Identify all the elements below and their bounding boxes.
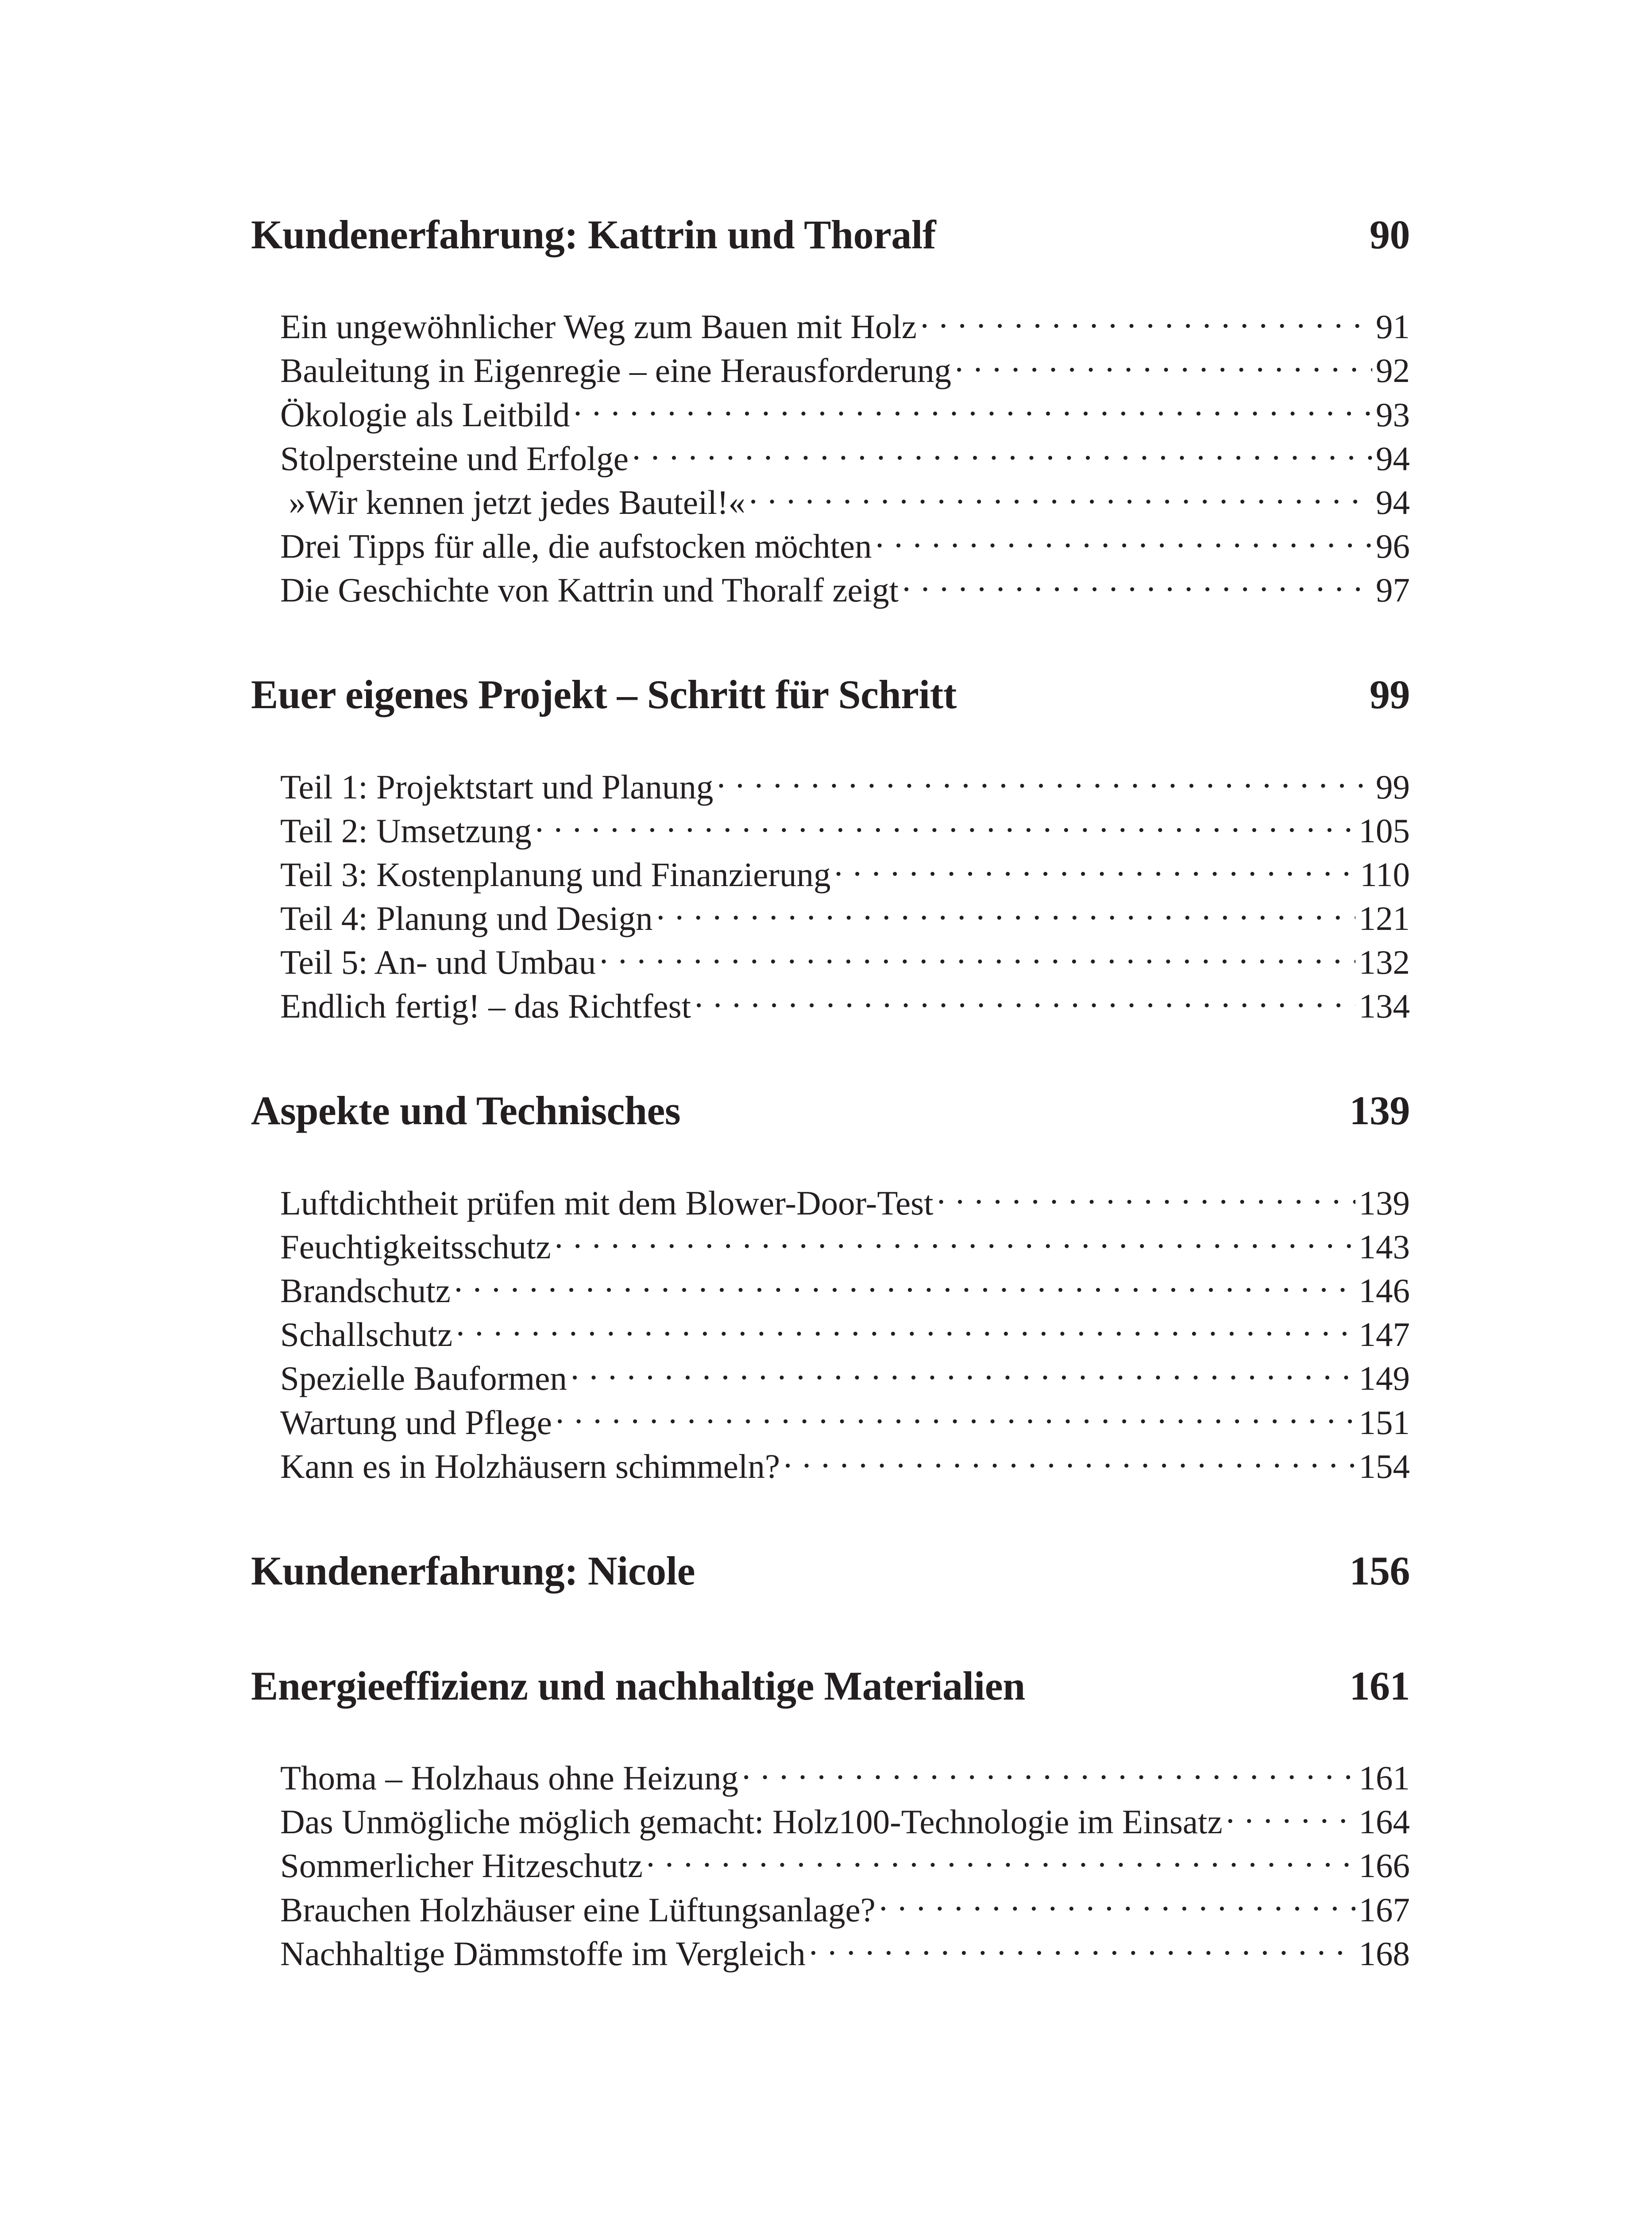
section-page-number: 156 xyxy=(1349,1548,1410,1593)
section-title: Aspekte und Technisches xyxy=(251,1088,681,1133)
entry-title: Teil 5: An- und Umbau xyxy=(280,943,596,982)
entry-title: Feuchtigkeitsschutz xyxy=(280,1227,551,1266)
section-page-number: 90 xyxy=(1370,212,1410,257)
entry-title: Ein ungewöhnlicher Weg zum Bauen mit Holz xyxy=(280,308,917,346)
dot-leader xyxy=(902,558,1372,601)
toc-section xyxy=(251,1544,1410,1659)
entry-page-number: 99 xyxy=(1376,767,1410,806)
entry-title: Wartung und Pflege xyxy=(280,1403,552,1442)
entry-title: Brandschutz xyxy=(280,1272,451,1310)
entry-page-number: 91 xyxy=(1376,308,1410,346)
toc-entry[interactable] xyxy=(280,1170,1410,1222)
entry-page-number: 168 xyxy=(1359,1934,1410,1973)
toc-section xyxy=(251,668,1410,1084)
toc-entry[interactable] xyxy=(280,294,1410,346)
entry-title: Drei Tipps für alle, die aufstocken möchten xyxy=(280,527,872,566)
section-heading[interactable] xyxy=(251,1659,1410,1712)
section-page-number: 161 xyxy=(1349,1663,1410,1708)
dot-leader xyxy=(656,886,1355,930)
dot-leader xyxy=(809,1921,1355,1965)
entry-page-number: 121 xyxy=(1359,899,1410,938)
entry-page-number: 149 xyxy=(1359,1359,1410,1398)
toc-section xyxy=(251,1659,1410,1973)
dot-leader xyxy=(456,1302,1355,1346)
toc-entry[interactable] xyxy=(280,754,1410,806)
entry-page-number: 94 xyxy=(1376,483,1410,521)
entry-list xyxy=(251,754,1410,1026)
entry-title: Endlich fertig! – das Richtfest xyxy=(280,987,691,1026)
dot-leader xyxy=(1226,1789,1355,1833)
entry-page-number: 161 xyxy=(1359,1758,1410,1797)
section-title: Euer eigenes Projekt – Schritt für Schritt xyxy=(251,672,957,717)
entry-page-number: 167 xyxy=(1359,1890,1410,1929)
entry-title: Luftdichtheit prüfen mit dem Blower-Door-Test xyxy=(280,1184,934,1222)
entry-title: »Wir kennen jetzt jedes Bauteil!« xyxy=(280,483,746,521)
dot-leader xyxy=(599,930,1355,974)
section-title: Kundenerfahrung: Kattrin und Thoralf xyxy=(251,212,936,257)
entry-page-number: 146 xyxy=(1359,1272,1410,1310)
dot-leader xyxy=(876,514,1372,558)
entry-title: Schallschutz xyxy=(280,1315,453,1354)
toc-section xyxy=(251,1084,1410,1544)
entry-page-number: 164 xyxy=(1359,1803,1410,1841)
entry-page-number: 110 xyxy=(1360,855,1410,894)
entry-page-number: 154 xyxy=(1359,1447,1410,1485)
section-heading[interactable] xyxy=(251,668,1410,721)
section-heading[interactable] xyxy=(251,208,1410,261)
dot-leader xyxy=(879,1877,1355,1921)
entry-title: Stolpersteine und Erfolge xyxy=(280,439,629,478)
entry-page-number: 94 xyxy=(1376,439,1410,478)
entry-title: Brauchen Holzhäuser eine Lüftungsanlage? xyxy=(280,1890,876,1929)
dot-leader xyxy=(632,426,1372,470)
entry-title: Die Geschichte von Kattrin und Thoralf zeigt xyxy=(280,571,899,609)
entry-title: Kann es in Holzhäusern schimmeln? xyxy=(280,1447,780,1485)
entry-page-number: 96 xyxy=(1376,527,1410,566)
section-heading[interactable] xyxy=(251,1084,1410,1137)
entry-list xyxy=(251,1170,1410,1485)
entry-title: Thoma – Holzhaus ohne Heizung xyxy=(280,1758,738,1797)
entry-title: Ökologie als Leitbild xyxy=(280,395,570,434)
entry-page-number: 97 xyxy=(1376,571,1410,609)
entry-page-number: 166 xyxy=(1359,1847,1410,1885)
entry-page-number: 132 xyxy=(1359,943,1410,982)
entry-page-number: 143 xyxy=(1359,1227,1410,1266)
entry-title: Das Unmögliche möglich gemacht: Holz100-Technologie im Einsatz xyxy=(280,1803,1223,1841)
entry-page-number: 105 xyxy=(1359,811,1410,850)
dot-leader xyxy=(955,338,1372,382)
dot-leader xyxy=(573,382,1372,426)
table-of-contents xyxy=(251,208,1410,1973)
entry-title: Teil 1: Projektstart und Planung xyxy=(280,767,714,806)
entry-list xyxy=(251,294,1410,609)
toc-entry[interactable] xyxy=(280,1746,1410,1797)
toc-section xyxy=(251,208,1410,668)
dot-leader xyxy=(535,798,1355,842)
dot-leader xyxy=(571,1346,1355,1390)
dot-leader xyxy=(556,1390,1355,1434)
entry-title: Nachhaltige Dämmstoffe im Vergleich xyxy=(280,1934,806,1973)
entry-page-number: 92 xyxy=(1376,351,1410,390)
section-title: Energieeffizienz und nachhaltige Materialien xyxy=(251,1663,1025,1708)
entry-title: Sommerlicher Hitzeschutz xyxy=(280,1847,643,1885)
entry-list xyxy=(251,1746,1410,1973)
dot-leader xyxy=(920,294,1372,338)
dot-leader xyxy=(834,842,1357,886)
entry-page-number: 147 xyxy=(1359,1315,1410,1354)
dot-leader xyxy=(646,1833,1355,1877)
section-page-number: 139 xyxy=(1349,1088,1410,1133)
dot-leader xyxy=(749,470,1372,514)
section-page-number: 99 xyxy=(1370,672,1410,717)
entry-title: Bauleitung in Eigenregie – eine Herausforderung xyxy=(280,351,951,390)
entry-page-number: 139 xyxy=(1359,1184,1410,1222)
section-spacer xyxy=(251,1597,1410,1659)
entry-title: Teil 2: Umsetzung xyxy=(280,811,532,850)
section-title: Kundenerfahrung: Nicole xyxy=(251,1548,695,1593)
dot-leader xyxy=(742,1746,1355,1789)
dot-leader xyxy=(717,754,1372,798)
dot-leader xyxy=(937,1170,1355,1214)
dot-leader xyxy=(695,974,1355,1018)
dot-leader xyxy=(555,1214,1355,1258)
entry-title: Teil 3: Kostenplanung und Finanzierung xyxy=(280,855,831,894)
dot-leader xyxy=(454,1258,1355,1302)
entry-title: Teil 4: Planung und Design xyxy=(280,899,653,938)
section-heading[interactable] xyxy=(251,1544,1410,1597)
dot-leader xyxy=(784,1434,1355,1478)
entry-page-number: 93 xyxy=(1376,395,1410,434)
entry-title: Spezielle Bauformen xyxy=(280,1359,567,1398)
entry-page-number: 134 xyxy=(1359,987,1410,1026)
entry-page-number: 151 xyxy=(1359,1403,1410,1442)
